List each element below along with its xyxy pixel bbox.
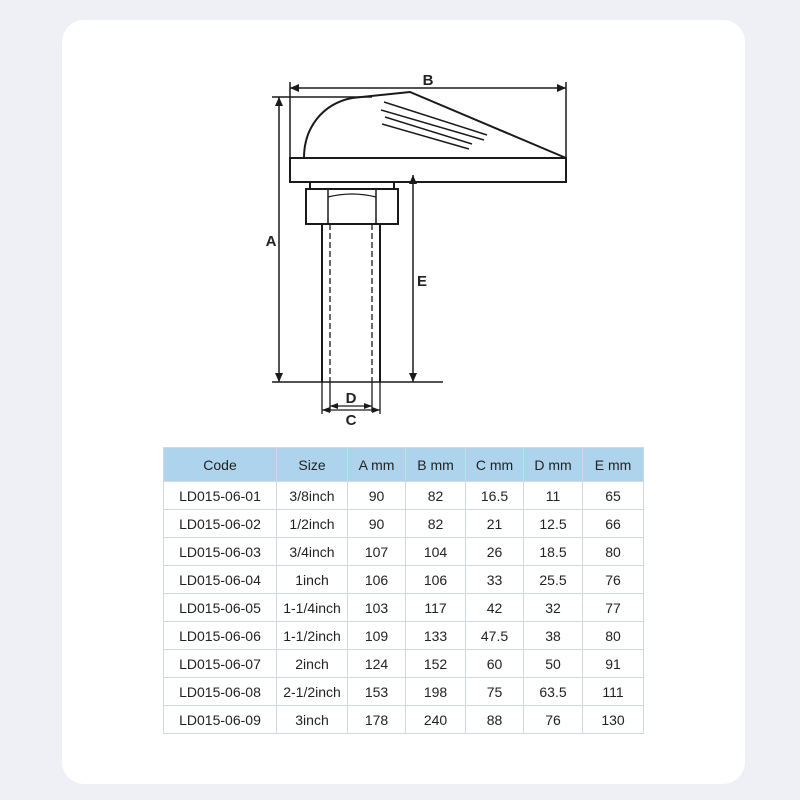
neck-flange — [310, 182, 394, 189]
cell-d: 63.5 — [524, 678, 583, 706]
label-a: A — [265, 233, 277, 250]
header-size: Size — [277, 448, 348, 482]
cell-a: 109 — [348, 622, 406, 650]
cell-size: 2-1/2inch — [277, 678, 348, 706]
cell-c: 88 — [466, 706, 524, 734]
table-row — [164, 622, 644, 650]
cell-a: 103 — [348, 594, 406, 622]
cell-e: 80 — [583, 622, 644, 650]
specification-table — [163, 447, 644, 734]
cell-size: 3inch — [277, 706, 348, 734]
table-row — [164, 678, 644, 706]
cell-c: 16.5 — [466, 482, 524, 510]
cell-e: 65 — [583, 482, 644, 510]
table-header-row — [164, 448, 644, 482]
cell-c: 75 — [466, 678, 524, 706]
table-row — [164, 482, 644, 510]
label-b: B — [422, 72, 434, 89]
label-d: D — [345, 390, 357, 407]
cell-b: 198 — [406, 678, 466, 706]
cell-code: LD015-06-03 — [164, 538, 277, 566]
body-plate — [290, 158, 566, 182]
header-e: E mm — [583, 448, 644, 482]
cell-code: LD015-06-08 — [164, 678, 277, 706]
cell-size: 1inch — [277, 566, 348, 594]
cell-c: 26 — [466, 538, 524, 566]
header-code: Code — [164, 448, 277, 482]
cell-a: 178 — [348, 706, 406, 734]
cell-b: 82 — [406, 482, 466, 510]
table-row — [164, 594, 644, 622]
cell-code: LD015-06-09 — [164, 706, 277, 734]
cell-size: 3/4inch — [277, 538, 348, 566]
cell-d: 50 — [524, 650, 583, 678]
cell-d: 38 — [524, 622, 583, 650]
table-row — [164, 510, 644, 538]
cell-c: 60 — [466, 650, 524, 678]
cell-e: 111 — [583, 678, 644, 706]
cell-b: 152 — [406, 650, 466, 678]
cell-d: 25.5 — [524, 566, 583, 594]
table-row — [164, 566, 644, 594]
cell-e: 91 — [583, 650, 644, 678]
cell-a: 106 — [348, 566, 406, 594]
cell-size: 2inch — [277, 650, 348, 678]
cell-code: LD015-06-04 — [164, 566, 277, 594]
cell-e: 130 — [583, 706, 644, 734]
cell-a: 90 — [348, 510, 406, 538]
table-row — [164, 650, 644, 678]
cell-b: 106 — [406, 566, 466, 594]
cell-a: 90 — [348, 482, 406, 510]
cell-d: 32 — [524, 594, 583, 622]
cell-size: 3/8inch — [277, 482, 348, 510]
cell-e: 77 — [583, 594, 644, 622]
cell-e: 76 — [583, 566, 644, 594]
cell-code: LD015-06-01 — [164, 482, 277, 510]
header-a: A mm — [348, 448, 406, 482]
cell-d: 11 — [524, 482, 583, 510]
cell-c: 33 — [466, 566, 524, 594]
cell-code: LD015-06-02 — [164, 510, 277, 538]
cell-b: 82 — [406, 510, 466, 538]
cell-code: LD015-06-07 — [164, 650, 277, 678]
header-d: D mm — [524, 448, 583, 482]
cell-b: 104 — [406, 538, 466, 566]
cell-b: 117 — [406, 594, 466, 622]
table-row — [164, 706, 644, 734]
cell-e: 66 — [583, 510, 644, 538]
cell-c: 21 — [466, 510, 524, 538]
cell-size: 1/2inch — [277, 510, 348, 538]
cell-b: 240 — [406, 706, 466, 734]
cell-code: LD015-06-05 — [164, 594, 277, 622]
cell-size: 1-1/4inch — [277, 594, 348, 622]
label-c: C — [345, 412, 357, 429]
cell-d: 18.5 — [524, 538, 583, 566]
header-c: C mm — [466, 448, 524, 482]
cell-c: 47.5 — [466, 622, 524, 650]
cell-e: 80 — [583, 538, 644, 566]
cell-code: LD015-06-06 — [164, 622, 277, 650]
cell-d: 12.5 — [524, 510, 583, 538]
cell-a: 107 — [348, 538, 406, 566]
cell-d: 76 — [524, 706, 583, 734]
label-e: E — [416, 273, 428, 290]
header-b: B mm — [406, 448, 466, 482]
cell-size: 1-1/2inch — [277, 622, 348, 650]
cell-b: 133 — [406, 622, 466, 650]
cell-a: 153 — [348, 678, 406, 706]
table-row — [164, 538, 644, 566]
cell-c: 42 — [466, 594, 524, 622]
cell-a: 124 — [348, 650, 406, 678]
